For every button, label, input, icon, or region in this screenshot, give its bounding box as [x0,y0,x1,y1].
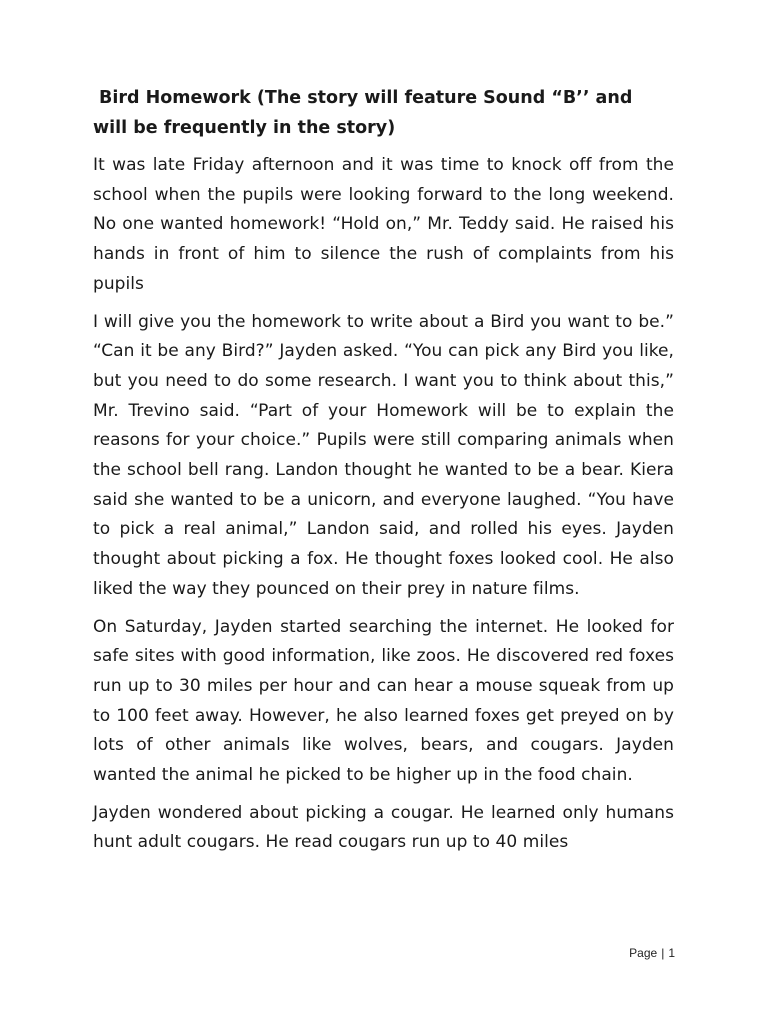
paragraph-2: I will give you the homework to write about a Bird you want to be.” “Can it be any Bird?” Jayden asked. “You can pick any Bird you like, but you need to do some research. I want you to think about this,” Mr. Trevino said. “Part of your Homework will be to explain the reasons for your choice.” Pupils were still comparing animals when the school bell rang. Landon thought he wanted to be a bear. Kiera said she wanted to be a unicorn, and everyone laughed. “You have to pick a real animal,” Landon said, and rolled his eyes. Jayden thought about picking a fox. He thought foxes looked cool. He also liked the way they pounced on their prey in nature films. [93,311,674,599]
title-line-1: Bird Homework (The story will feature Sound “B’’ and [99,88,633,108]
document-title [93,84,674,143]
page-footer [629,946,675,960]
page-number: 1 [668,946,675,960]
title-line-2: will be frequently in the story) [93,117,396,138]
paragraph-3: On Saturday, Jayden started searching the internet. He looked for safe sites with good information, like zoos. He discovered red foxes run up to 30 miles per hour and can hear a mouse squeak from up to 100 feet away. However, he also learned foxes get preyed on by lots of other animals like wolves, bears, and cougars. Jayden wanted the animal he picked to be higher up in the food chain. [93,616,674,786]
paragraph-4: Jayden wondered about picking a cougar. He learned only humans hunt adult cougars. He read cougars run up to 40 miles [93,802,674,853]
page-separator: | [661,946,665,960]
paragraph-1: It was late Friday afternoon and it was time to knock off from the school when the pupils were looking forward to the long weekend. No one wanted homework! “Hold on,” Mr. Teddy said. He raised his hands in front of him to silence the rush of complaints from his pupils [93,155,674,294]
document-body [93,84,674,866]
page-label: Page [629,946,658,960]
